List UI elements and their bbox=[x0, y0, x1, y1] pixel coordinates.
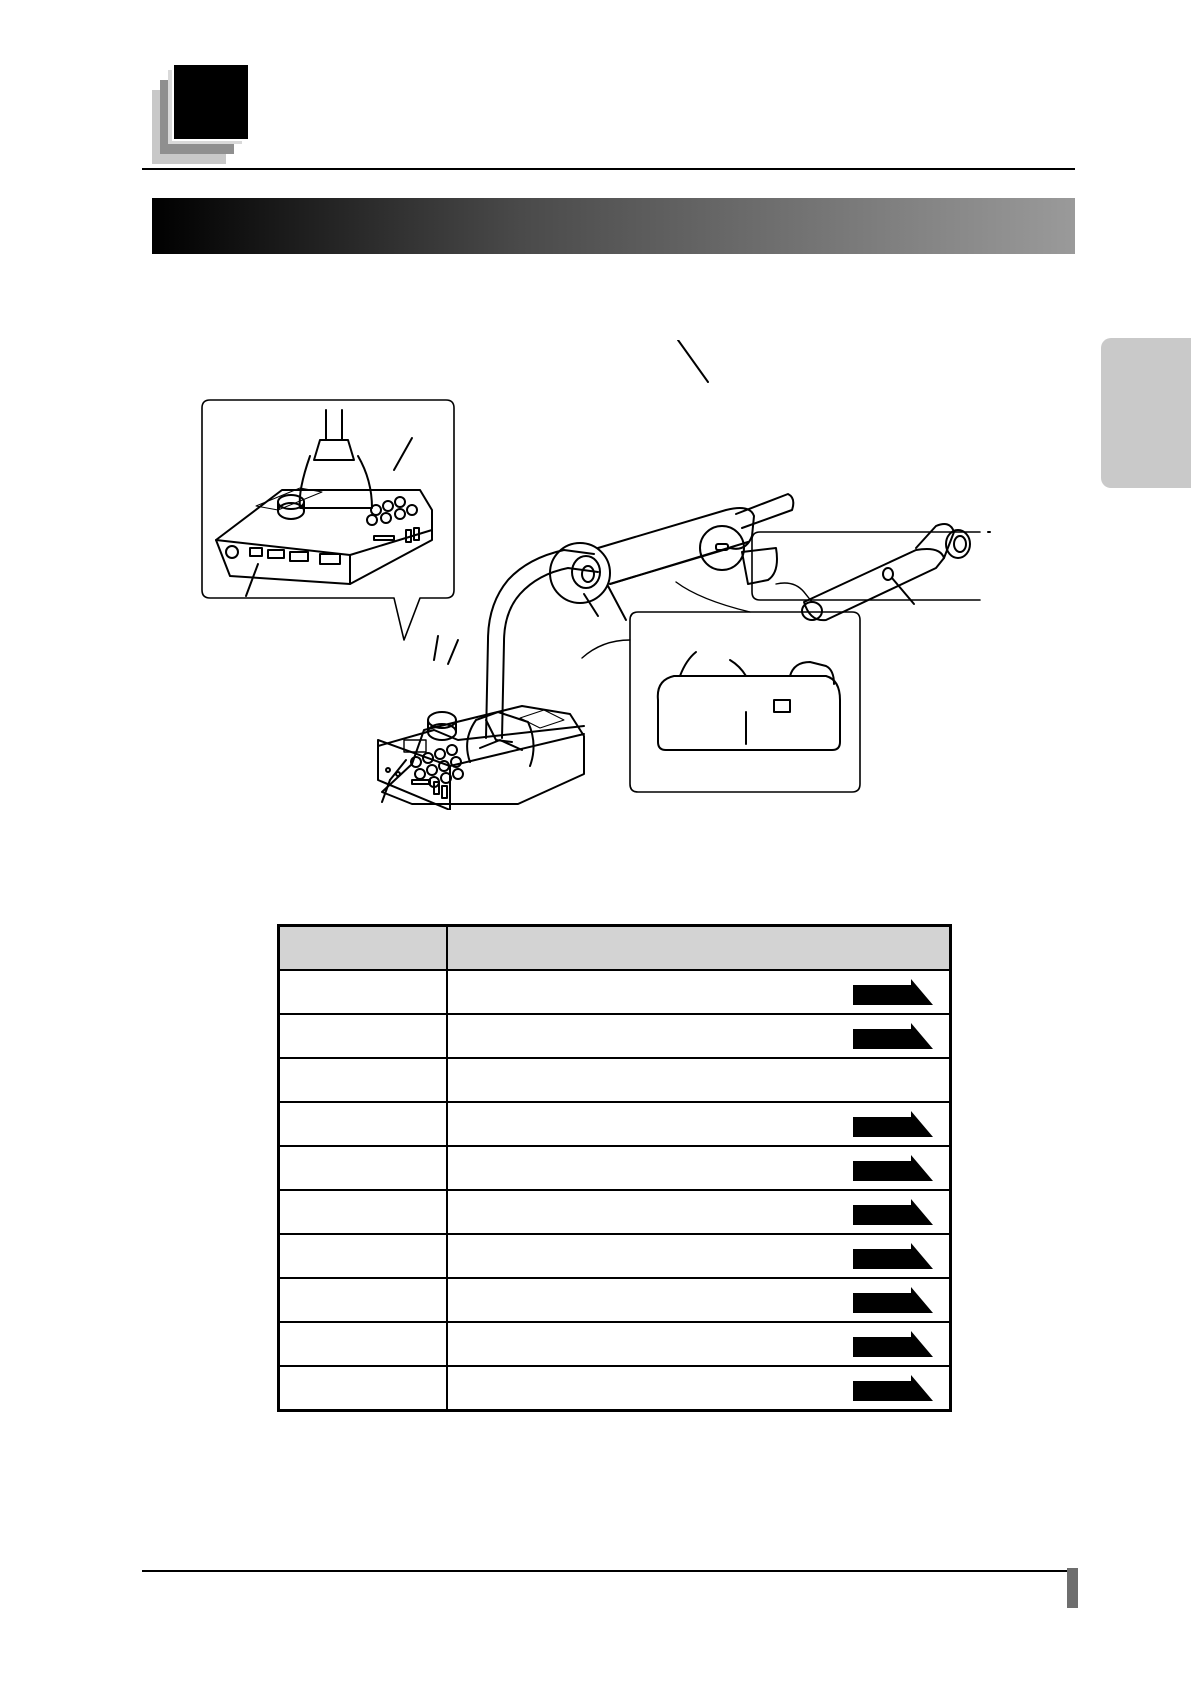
table-cell bbox=[279, 1014, 448, 1058]
table-cell bbox=[279, 1278, 448, 1322]
footer-rule bbox=[142, 1570, 1075, 1572]
right-arrow-icon[interactable] bbox=[853, 1331, 933, 1357]
parts-table bbox=[277, 924, 952, 1412]
table-row bbox=[279, 970, 951, 1014]
table-row bbox=[279, 1278, 951, 1322]
right-arrow-icon[interactable] bbox=[853, 1375, 933, 1401]
table-cell bbox=[447, 1234, 951, 1278]
right-arrow-icon[interactable] bbox=[853, 1111, 933, 1137]
table-cell bbox=[279, 1146, 448, 1190]
table-cell bbox=[279, 1190, 448, 1234]
table-cell bbox=[279, 1058, 448, 1102]
section-heading-bar bbox=[152, 198, 1075, 254]
table-cell bbox=[279, 970, 448, 1014]
table-row bbox=[279, 1322, 951, 1366]
table-cell bbox=[447, 1322, 951, 1366]
table-row bbox=[279, 1102, 951, 1146]
table-row bbox=[279, 1234, 951, 1278]
page-number-tab bbox=[1067, 1568, 1078, 1608]
table-row bbox=[279, 1014, 951, 1058]
document-camera-illustration bbox=[150, 340, 1090, 810]
table-cell bbox=[447, 1278, 951, 1322]
table-cell bbox=[447, 1058, 951, 1102]
table-cell bbox=[447, 1146, 951, 1190]
chapter-mark bbox=[172, 63, 250, 141]
table-row bbox=[279, 1058, 951, 1102]
table-cell bbox=[447, 1366, 951, 1411]
right-arrow-icon[interactable] bbox=[853, 979, 933, 1005]
front-panel-inset bbox=[202, 400, 454, 640]
right-arrow-icon[interactable] bbox=[853, 1243, 933, 1269]
table-row bbox=[279, 1190, 951, 1234]
table-cell bbox=[447, 970, 951, 1014]
header-rule bbox=[142, 168, 1075, 170]
table-cell bbox=[279, 1234, 448, 1278]
camera-head-inset bbox=[676, 524, 990, 620]
table-cell bbox=[279, 1366, 448, 1411]
right-arrow-icon[interactable] bbox=[853, 1287, 933, 1313]
main-unit bbox=[378, 340, 793, 810]
table-cell bbox=[447, 1102, 951, 1146]
table-row bbox=[279, 1366, 951, 1411]
rear-panel-inset bbox=[582, 612, 860, 792]
table-cell bbox=[279, 1102, 448, 1146]
table-cell bbox=[279, 1322, 448, 1366]
right-arrow-icon[interactable] bbox=[853, 1155, 933, 1181]
table-header-row bbox=[279, 926, 951, 971]
chapter-side-tab bbox=[1101, 338, 1191, 488]
table-cell bbox=[447, 1014, 951, 1058]
table-cell bbox=[447, 1190, 951, 1234]
table-row bbox=[279, 1146, 951, 1190]
table-header-cell bbox=[447, 926, 951, 971]
right-arrow-icon[interactable] bbox=[853, 1199, 933, 1225]
right-arrow-icon[interactable] bbox=[853, 1023, 933, 1049]
table-header-cell bbox=[279, 926, 448, 971]
